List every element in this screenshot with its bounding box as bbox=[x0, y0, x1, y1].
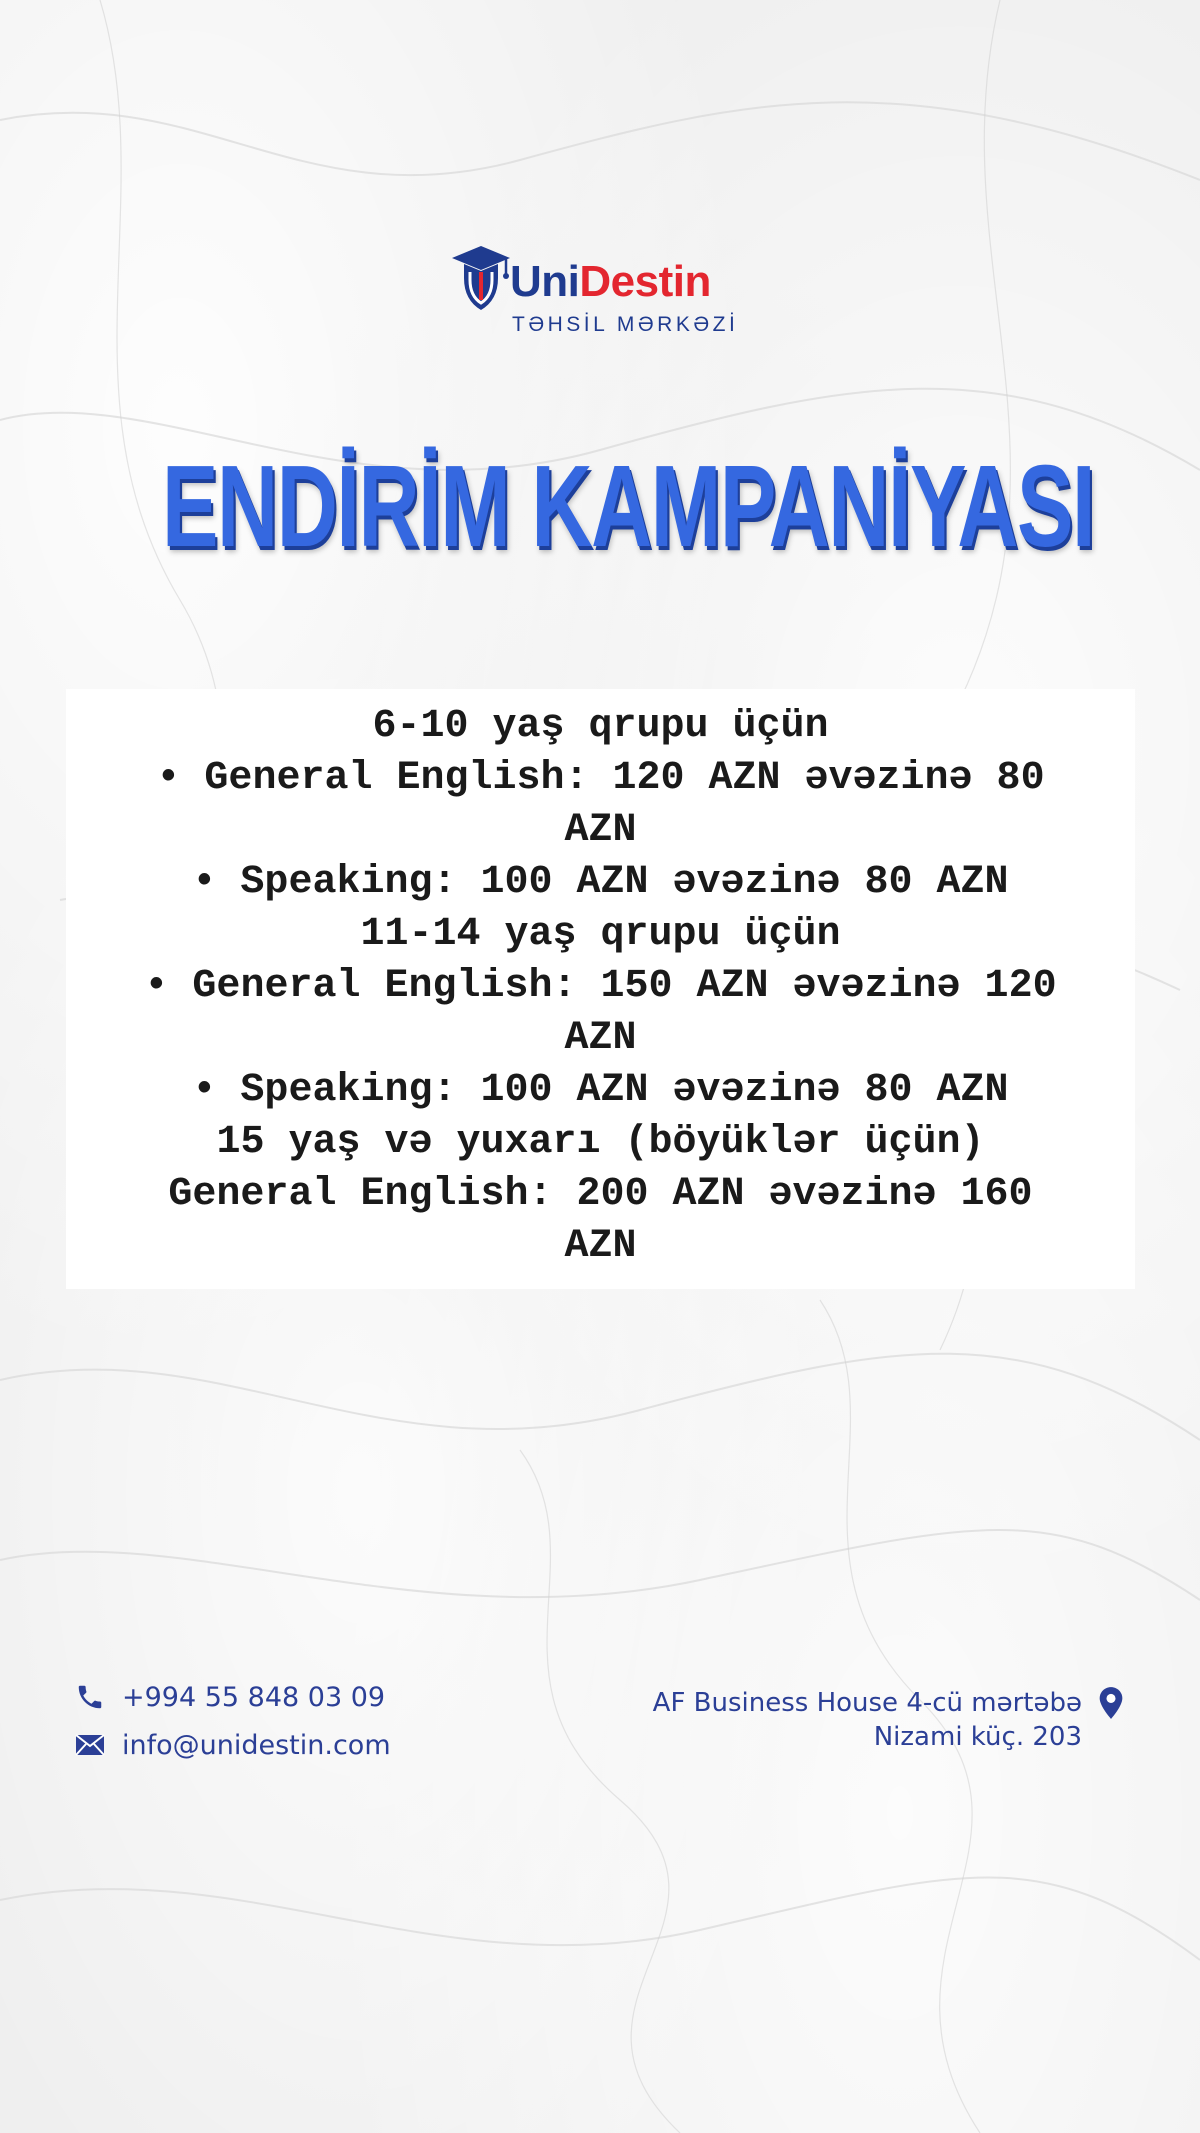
brand-name-uni: Uni bbox=[510, 257, 580, 306]
price-line: AZN bbox=[564, 1224, 637, 1269]
email-row[interactable] bbox=[74, 1728, 391, 1762]
phone-number: +994 55 848 03 09 bbox=[122, 1681, 386, 1713]
brand-subtitle: TƏHSİL MƏRKƏZİ bbox=[512, 313, 739, 336]
price-line: • Speaking: 100 AZN əvəzinə 80 AZN bbox=[192, 860, 1009, 905]
mail-icon bbox=[74, 1729, 106, 1761]
phone-row[interactable] bbox=[74, 1680, 391, 1714]
address-line-1: AF Business House 4-cü mərtəbə bbox=[652, 1688, 1082, 1718]
price-line: 11-14 yaş qrupu üçün bbox=[360, 912, 841, 957]
price-line: • General English: 150 AZN əvəzinə 120 bbox=[144, 964, 1057, 1009]
email-address: info@unidestin.com bbox=[122, 1729, 391, 1761]
price-panel bbox=[66, 689, 1135, 1289]
price-line: AZN bbox=[564, 1016, 637, 1061]
phone-icon bbox=[74, 1681, 106, 1713]
price-line: General English: 200 AZN əvəzinə 160 bbox=[168, 1172, 1033, 1217]
price-list bbox=[66, 689, 1135, 1273]
contact-info bbox=[74, 1680, 391, 1776]
brand-name-destin: Destin bbox=[579, 257, 711, 306]
address-line-2: Nizami küç. 203 bbox=[873, 1722, 1082, 1752]
address-block bbox=[653, 1686, 1126, 1754]
price-line: 6-10 yaş qrupu üçün bbox=[372, 704, 829, 749]
price-line: • Speaking: 100 AZN əvəzinə 80 AZN bbox=[192, 1068, 1009, 1113]
graduation-cap-shield-icon bbox=[450, 244, 512, 314]
brand-name bbox=[510, 257, 711, 306]
brand-logo bbox=[450, 244, 760, 344]
address-text bbox=[653, 1686, 1082, 1754]
price-line: AZN bbox=[564, 808, 637, 853]
campaign-headline: ENDİRİM KAMPANİYASI bbox=[162, 441, 1095, 571]
price-line: • General English: 120 AZN əvəzinə 80 bbox=[156, 756, 1045, 801]
map-pin-icon bbox=[1096, 1686, 1126, 1720]
price-line: 15 yaş və yuxarı (böyüklər üçün) bbox=[216, 1120, 985, 1165]
